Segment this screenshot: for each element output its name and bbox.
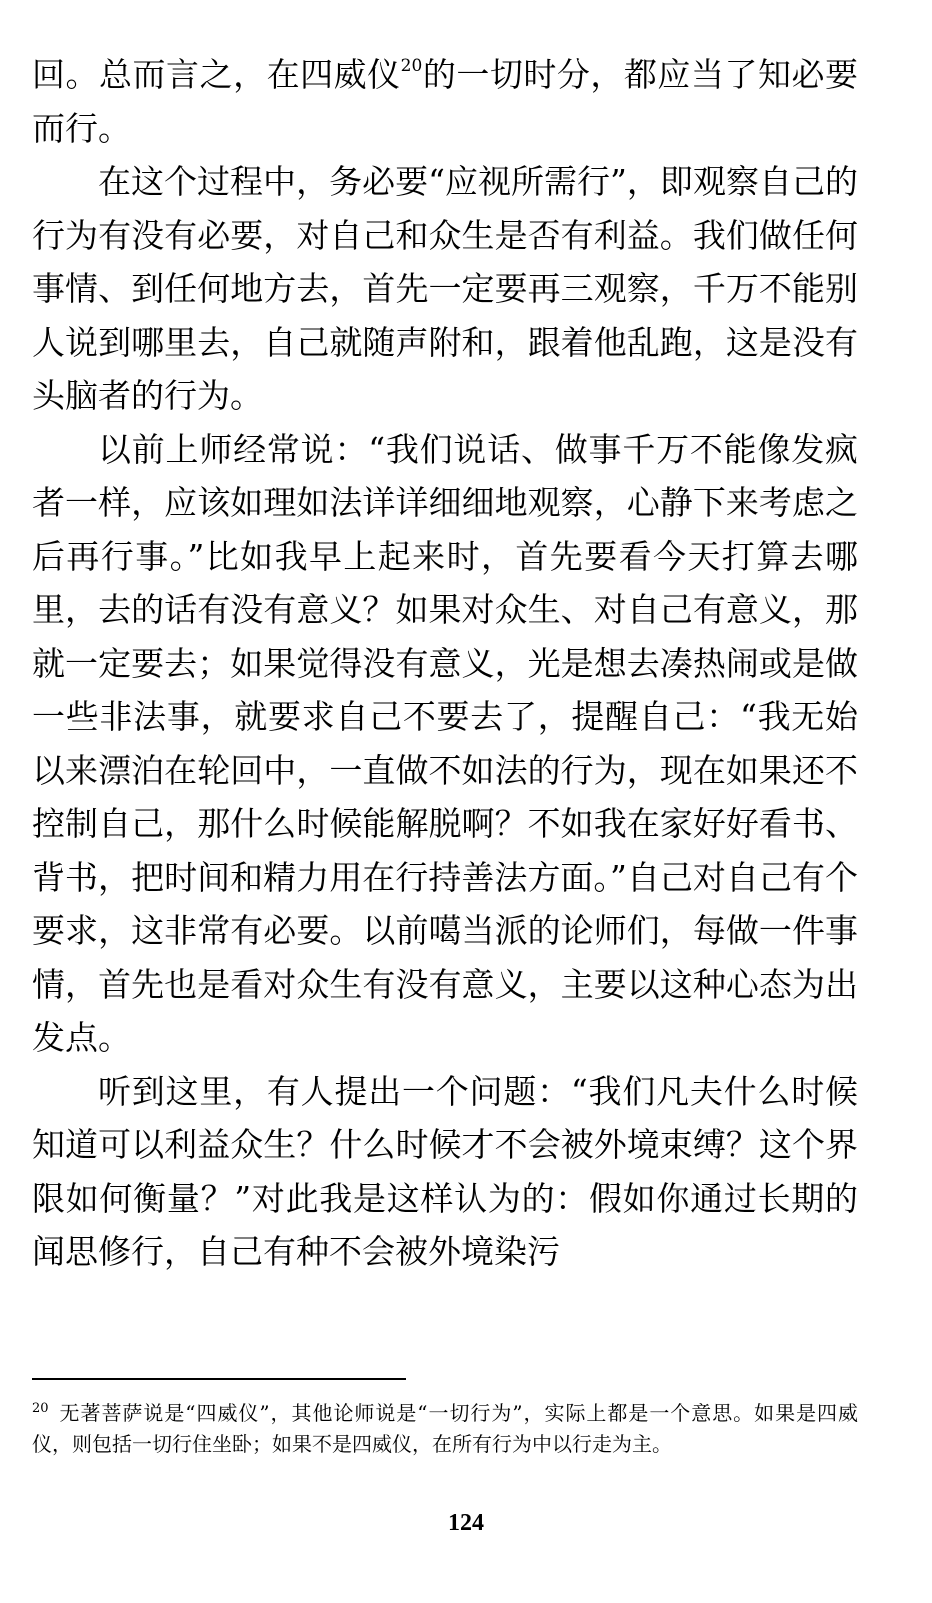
footnote-text: 无著菩萨说是“四威仪”，其他论师说是“一切行为”，实际上都是一个意思。如果是四威仪，则包括一切行住坐卧；如果不是四威仪，在所有行为中以行走为主。: [32, 1401, 858, 1456]
paragraph-1-end: 的一切时分，都应当了知必要而行。: [32, 55, 859, 148]
page-number: 124: [448, 1510, 484, 1536]
paragraph-1-start: 回。总而言之，在四威仪: [32, 55, 401, 94]
paragraph-2: 在这个过程中，务必要“应视所需行”，即观察自己的行为有没有必要，对自己和众生是否有利益。我们做任何事情、到任何地方去，首先一定要再三观察，千万不能别人说到哪里去，自己就随声附和，跟着他乱跑，这是没有头脑者的行为。: [32, 162, 858, 415]
paragraph-4: 听到这里，有人提出一个问题：“我们凡夫什么时候知道可以利益众生？什么时候才不会被外境束缚？这个界限如何衡量？”对此我是这样认为的：假如你通过长期的闻思修行，自己有种不会被外境染污: [32, 1071, 858, 1271]
paragraph-3: 以前上师经常说：“我们说话、做事千万不能像发疯者一样，应该如理如法详详细细地观察，心静下来考虑之后再行事。”比如我早上起来时，首先要看今天打算去哪里，去的话有没有意义？如果对众生、对自己有意义，那就一定要去；如果觉得没有意义，光是想去凑热闹或是做一些非法事，就要求自己不要去了，提醒自己：“我无始以来漂泊在轮回中，一直做不如法的行为，现在如果还不控制自己，那什么时候能解脱啊？不如我在家好好看书、背书，把时间和精力用在行持善法方面。”自己对自己有个要求，这非常有必要。以前噶当派的论师们，每做一件事情，首先也是看对众生有没有意义，主要以这种心态为出发点。: [32, 429, 858, 1057]
footnote-divider: [32, 1378, 406, 1380]
footnote-reference: 20: [400, 56, 423, 76]
paragraph-1: [32, 48, 858, 155]
main-text: [32, 48, 858, 1279]
footnote-number: 20: [32, 1401, 49, 1416]
footnote: [32, 1398, 858, 1460]
